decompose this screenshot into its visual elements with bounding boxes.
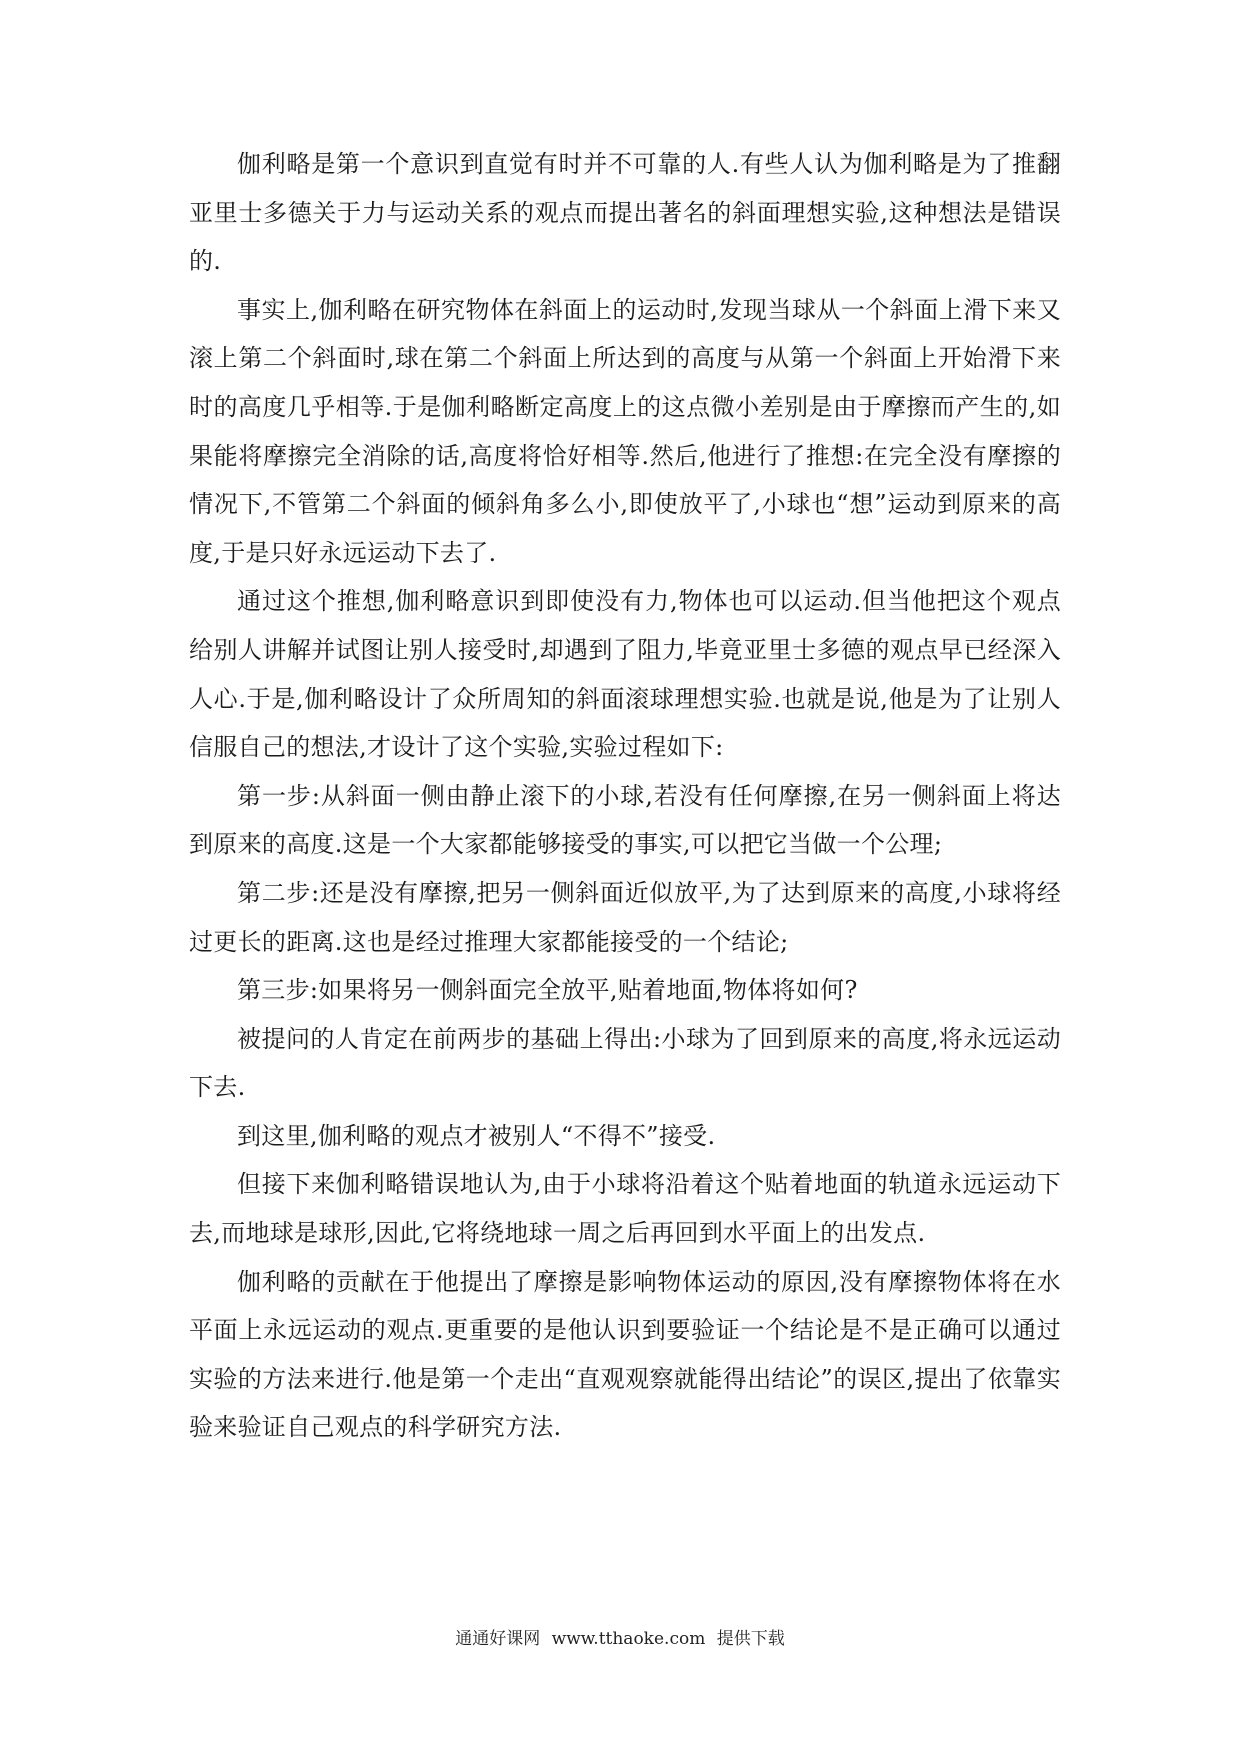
paragraph-5: 第二步:还是没有摩擦,把另一侧斜面近似放平,为了达到原来的高度,小球将经过更长的距离.这也是经过推理大家都能接受的一个结论; xyxy=(189,878,1061,956)
article-body xyxy=(189,140,1061,1452)
footer-url[interactable]: www.tthaoke.com xyxy=(551,1629,706,1649)
paragraph-1: 伽利略是第一个意识到直觉有时并不可靠的人.有些人认为伽利略是为了推翻亚里士多德关于力与运动关系的观点而提出著名的斜面理想实验,这种想法是错误的. xyxy=(189,150,1061,276)
page-footer xyxy=(0,1627,1240,1651)
footer-site-name: 通通好课网 xyxy=(455,1629,541,1649)
paragraph-4: 第一步:从斜面一侧由静止滚下的小球,若没有任何摩擦,在另一侧斜面上将达到原来的高度.这是一个大家都能够接受的事实,可以把它当做一个公理; xyxy=(189,781,1061,859)
paragraph-2: 事实上,伽利略在研究物体在斜面上的运动时,发现当球从一个斜面上滑下来又滚上第二个斜面时,球在第二个斜面上所达到的高度与从第一个斜面上开始滑下来时的高度几乎相等.于是伽利略断定高度上的这点微小差别是由于摩擦而产生的,如果能将摩擦完全消除的话,高度将恰好相等.然后,他进行了推想:在完全没有摩擦的情况下,不管第二个斜面的倾斜角多么小,即使放平了,小球也“想”运动到原来的高度,于是只好永远运动下去了. xyxy=(189,295,1061,567)
footer-download-text: 提供下载 xyxy=(716,1629,785,1649)
paragraph-6: 第三步:如果将另一侧斜面完全放平,贴着地面,物体将如何? xyxy=(237,976,858,1005)
paragraph-3: 通过这个推想,伽利略意识到即使没有力,物体也可以运动.但当他把这个观点给别人讲解并试图让别人接受时,却遇到了阻力,毕竟亚里士多德的观点早已经深入人心.于是,伽利略设计了众所周知的斜面滚球理想实验.也就是说,他是为了让别人信服自己的想法,才设计了这个实验,实验过程如下: xyxy=(189,587,1061,762)
paragraph-10: 伽利略的贡献在于他提出了摩擦是影响物体运动的原因,没有摩擦物体将在水平面上永远运动的观点.更重要的是他认识到要验证一个结论是不是正确可以通过实验的方法来进行.他是第一个走出“直观观察就能得出结论”的误区,提出了依靠实验来验证自己观点的科学研究方法. xyxy=(189,1267,1061,1442)
paragraph-7: 被提问的人肯定在前两步的基础上得出:小球为了回到原来的高度,将永远运动下去. xyxy=(189,1024,1061,1102)
paragraph-9: 但接下来伽利略错误地认为,由于小球将沿着这个贴着地面的轨道永远运动下去,而地球是球形,因此,它将绕地球一周之后再回到水平面上的出发点. xyxy=(189,1170,1061,1248)
paragraph-8: 到这里,伽利略的观点才被别人“不得不”接受. xyxy=(237,1121,716,1150)
